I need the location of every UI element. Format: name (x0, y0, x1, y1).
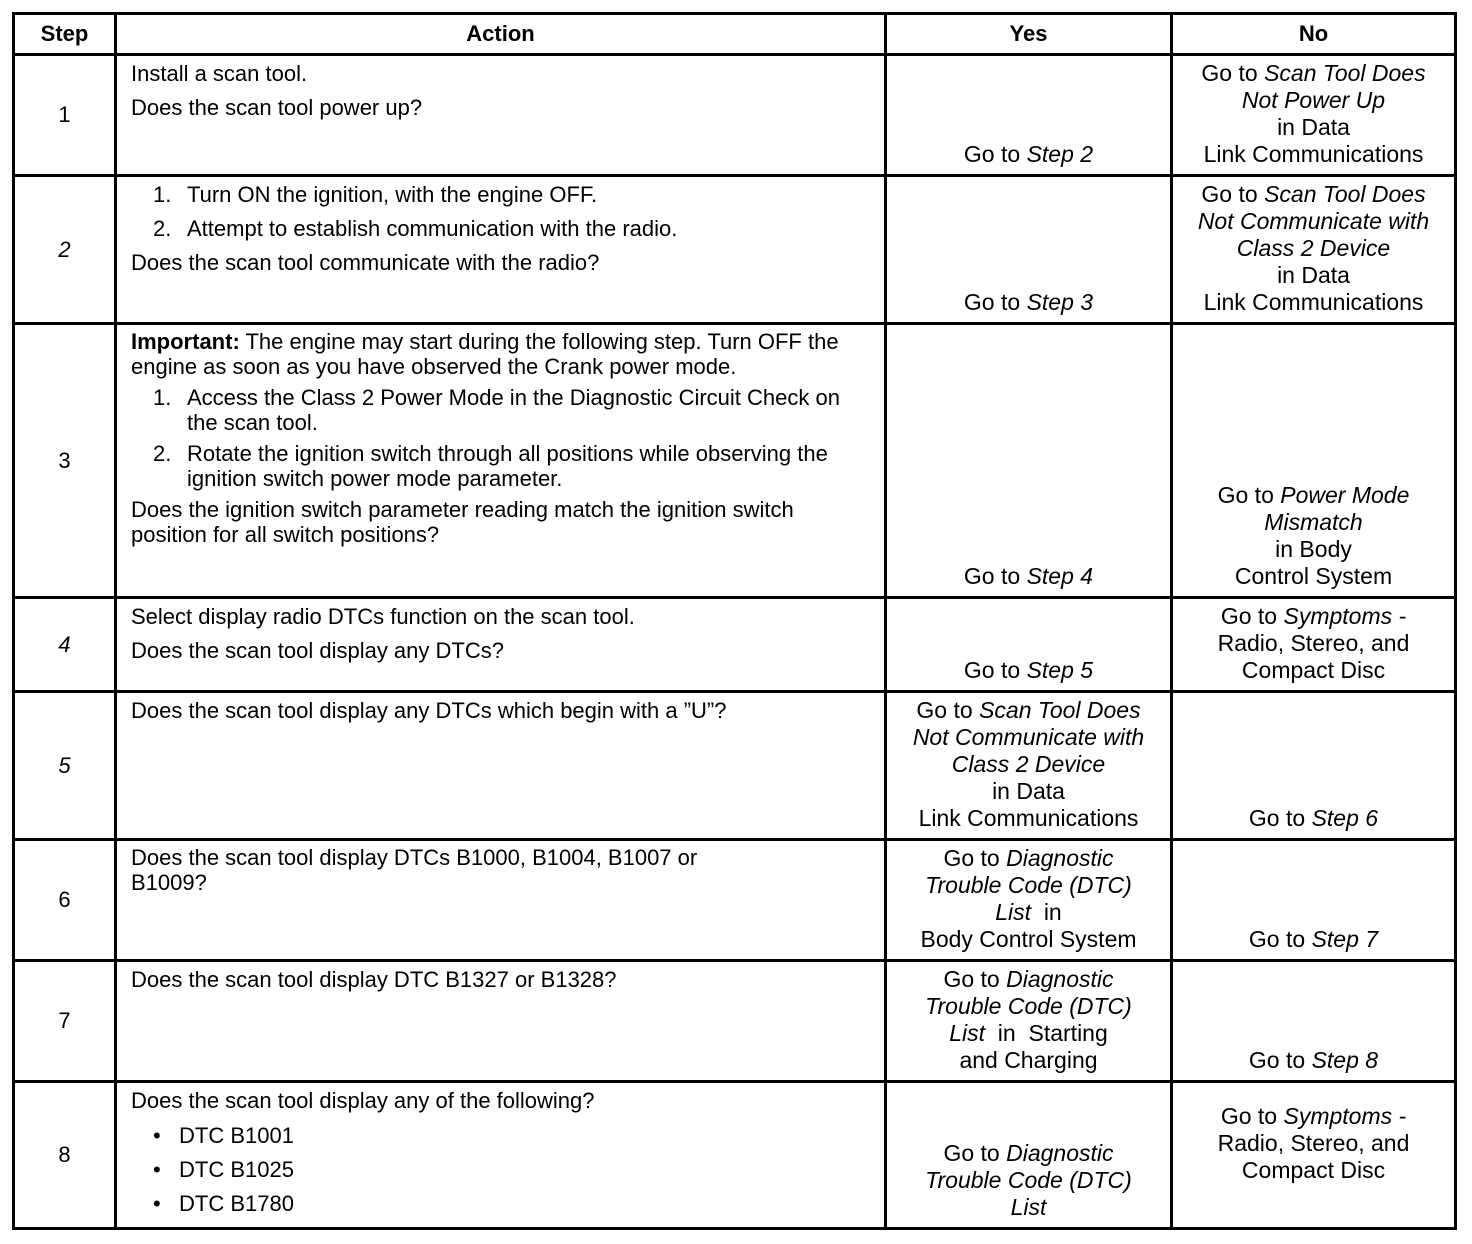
no-reference: Symptoms - (1283, 603, 1407, 629)
no-prefix: Go to (1248, 926, 1312, 952)
action-question: Does the scan tool display any DTCs? (131, 638, 504, 663)
numbered-item: 2. Attempt to establish communication with the radio. (153, 216, 678, 241)
table-row (14, 598, 1456, 692)
no-reference: Power Mode (1280, 482, 1410, 508)
table-row (14, 1082, 1456, 1229)
no-location-cont: Control System (1234, 563, 1393, 589)
yes-prefix: Go to (963, 141, 1027, 167)
action-cell (116, 598, 886, 692)
yes-prefix: Go to (943, 966, 1007, 992)
action-cell (116, 55, 886, 176)
no-cell (1172, 840, 1456, 961)
no-location-cont: Compact Disc (1241, 1157, 1386, 1183)
table-row (14, 55, 1456, 176)
bullet-item: • DTC B1025 (153, 1155, 872, 1185)
step-number: 2 (14, 176, 116, 324)
no-prefix: Go to (1248, 1047, 1312, 1073)
diagnostic-table (12, 12, 1457, 1230)
action-cell (116, 961, 886, 1082)
no-cell (1172, 692, 1456, 840)
action-question: Does the scan tool display any DTCs which begin with a ”U”? (131, 698, 727, 723)
yes-cell (886, 692, 1172, 840)
no-reference: Symptoms - (1283, 1103, 1407, 1129)
diagnostic-table-container (12, 12, 1454, 1224)
yes-prefix: Go to (963, 563, 1027, 589)
yes-connector: in Starting (985, 1020, 1108, 1046)
yes-connector: in (1031, 899, 1062, 925)
action-question: Does the scan tool communicate with the radio? (131, 250, 600, 275)
action-cell (116, 1082, 886, 1229)
table-row (14, 324, 1456, 598)
no-reference: Step 6 (1311, 805, 1379, 831)
no-location: in Body (1275, 536, 1352, 562)
yes-reference: Diagnostic (1006, 1140, 1114, 1166)
yes-location-cont: Link Communications (918, 805, 1139, 831)
yes-cell (886, 598, 1172, 692)
no-location: Radio, Stereo, and (1217, 1130, 1410, 1156)
no-location: in Data (1277, 114, 1350, 140)
no-reference: Step 7 (1311, 926, 1379, 952)
bullet-item: • DTC B1001 (153, 1121, 872, 1151)
yes-prefix: Go to (963, 289, 1027, 315)
step-number: 5 (14, 692, 116, 840)
yes-reference: Scan Tool Does (979, 697, 1141, 723)
bullet-icon: • (153, 1157, 161, 1182)
header-step: Step (14, 14, 116, 55)
action-text: Select display radio DTCs function on the scan tool. (131, 604, 635, 629)
no-prefix: Go to (1201, 60, 1265, 86)
action-text: Install a scan tool. (131, 61, 308, 86)
yes-reference: Step 5 (1026, 657, 1094, 683)
yes-prefix: Go to (943, 845, 1007, 871)
yes-prefix: Go to (916, 697, 980, 723)
bullet-item: • DTC B1780 (153, 1189, 872, 1219)
numbered-item: 1. Access the Class 2 Power Mode in the Diagnostic Circuit Check on the scan tool. (153, 385, 840, 435)
no-reference-cont: Mismatch (1264, 509, 1363, 535)
yes-cell (886, 840, 1172, 961)
no-cell (1172, 324, 1456, 598)
yes-cell (886, 324, 1172, 598)
step-number: 4 (14, 598, 116, 692)
numbered-item: 2. Rotate the ignition switch through all positions while observing the ignition switch power mode parameter. (153, 441, 828, 491)
header-no: No (1172, 14, 1456, 55)
action-cell (116, 840, 886, 961)
step-number: 6 (14, 840, 116, 961)
action-question: Does the scan tool display DTC B1327 or B1328? (131, 967, 617, 992)
step-number: 7 (14, 961, 116, 1082)
yes-location: in Data (992, 778, 1065, 804)
no-location: Radio, Stereo, and (1217, 630, 1410, 656)
no-reference: Step 8 (1311, 1047, 1379, 1073)
action-question: Does the scan tool display any of the following? (131, 1088, 595, 1113)
no-reference-cont: Not Communicate with (1197, 208, 1430, 234)
yes-cell (886, 961, 1172, 1082)
yes-location: and Charging (959, 1047, 1098, 1073)
action-question: Does the scan tool power up? (131, 95, 423, 120)
step-number: 3 (14, 324, 116, 598)
no-location-cont: Link Communications (1203, 141, 1424, 167)
yes-reference-cont: Class 2 Device (951, 751, 1106, 777)
yes-reference-cont: List (1010, 1194, 1047, 1220)
yes-prefix: Go to (943, 1140, 1007, 1166)
yes-prefix: Go to (963, 657, 1027, 683)
no-location: in Data (1277, 262, 1350, 288)
yes-reference-cont: List (995, 899, 1032, 925)
yes-reference: Diagnostic (1006, 845, 1114, 871)
table-row (14, 176, 1456, 324)
no-cell (1172, 961, 1456, 1082)
yes-reference-cont: Trouble Code (DTC) (925, 1167, 1132, 1193)
yes-reference: Step 4 (1026, 563, 1094, 589)
action-cell (116, 324, 886, 598)
no-reference: Scan Tool Does (1264, 181, 1426, 207)
action-question: Does the ignition switch parameter reading match the ignition switch position for all switch positions? (131, 497, 794, 547)
yes-cell (886, 176, 1172, 324)
action-question: Does the scan tool display DTCs B1000, B1004, B1007 or B1009? (131, 845, 698, 895)
no-prefix: Go to (1248, 805, 1312, 831)
no-prefix: Go to (1220, 603, 1284, 629)
no-prefix: Go to (1220, 1103, 1284, 1129)
yes-reference: Step 2 (1026, 141, 1094, 167)
header-row (14, 14, 1456, 55)
yes-reference-cont: Not Communicate with (912, 724, 1145, 750)
yes-cell (886, 1082, 1172, 1229)
action-cell (116, 176, 886, 324)
table-row (14, 692, 1456, 840)
yes-reference-cont: Trouble Code (DTC) (925, 993, 1132, 1019)
no-reference: Scan Tool Does (1264, 60, 1426, 86)
no-location-cont: Link Communications (1203, 289, 1424, 315)
table-row (14, 840, 1456, 961)
table-row (14, 961, 1456, 1082)
step-number: 8 (14, 1082, 116, 1229)
action-cell (116, 692, 886, 840)
no-cell (1172, 55, 1456, 176)
numbered-item: 1. Turn ON the ignition, with the engine OFF. (153, 182, 598, 207)
yes-reference: Step 3 (1026, 289, 1094, 315)
no-cell (1172, 1082, 1456, 1229)
no-prefix: Go to (1217, 482, 1281, 508)
important-note (131, 329, 872, 379)
no-location-cont: Compact Disc (1241, 657, 1386, 683)
important-label: Important: (131, 329, 240, 354)
step-number: 1 (14, 55, 116, 176)
yes-reference-cont: Trouble Code (DTC) (925, 872, 1132, 898)
no-cell (1172, 598, 1456, 692)
yes-reference-cont: List (949, 1020, 986, 1046)
important-text: The engine may start during the following step. Turn OFF the engine as soon as you have observed the Crank power mode. (131, 329, 839, 379)
yes-location: Body Control System (920, 926, 1137, 952)
header-action: Action (116, 14, 886, 55)
no-reference-cont: Class 2 Device (1236, 235, 1391, 261)
bullet-icon: • (153, 1191, 161, 1216)
yes-cell (886, 55, 1172, 176)
no-reference-cont: Not Power Up (1241, 87, 1386, 113)
no-prefix: Go to (1201, 181, 1265, 207)
header-yes: Yes (886, 14, 1172, 55)
no-cell (1172, 176, 1456, 324)
bullet-icon: • (153, 1123, 161, 1148)
yes-reference: Diagnostic (1006, 966, 1114, 992)
